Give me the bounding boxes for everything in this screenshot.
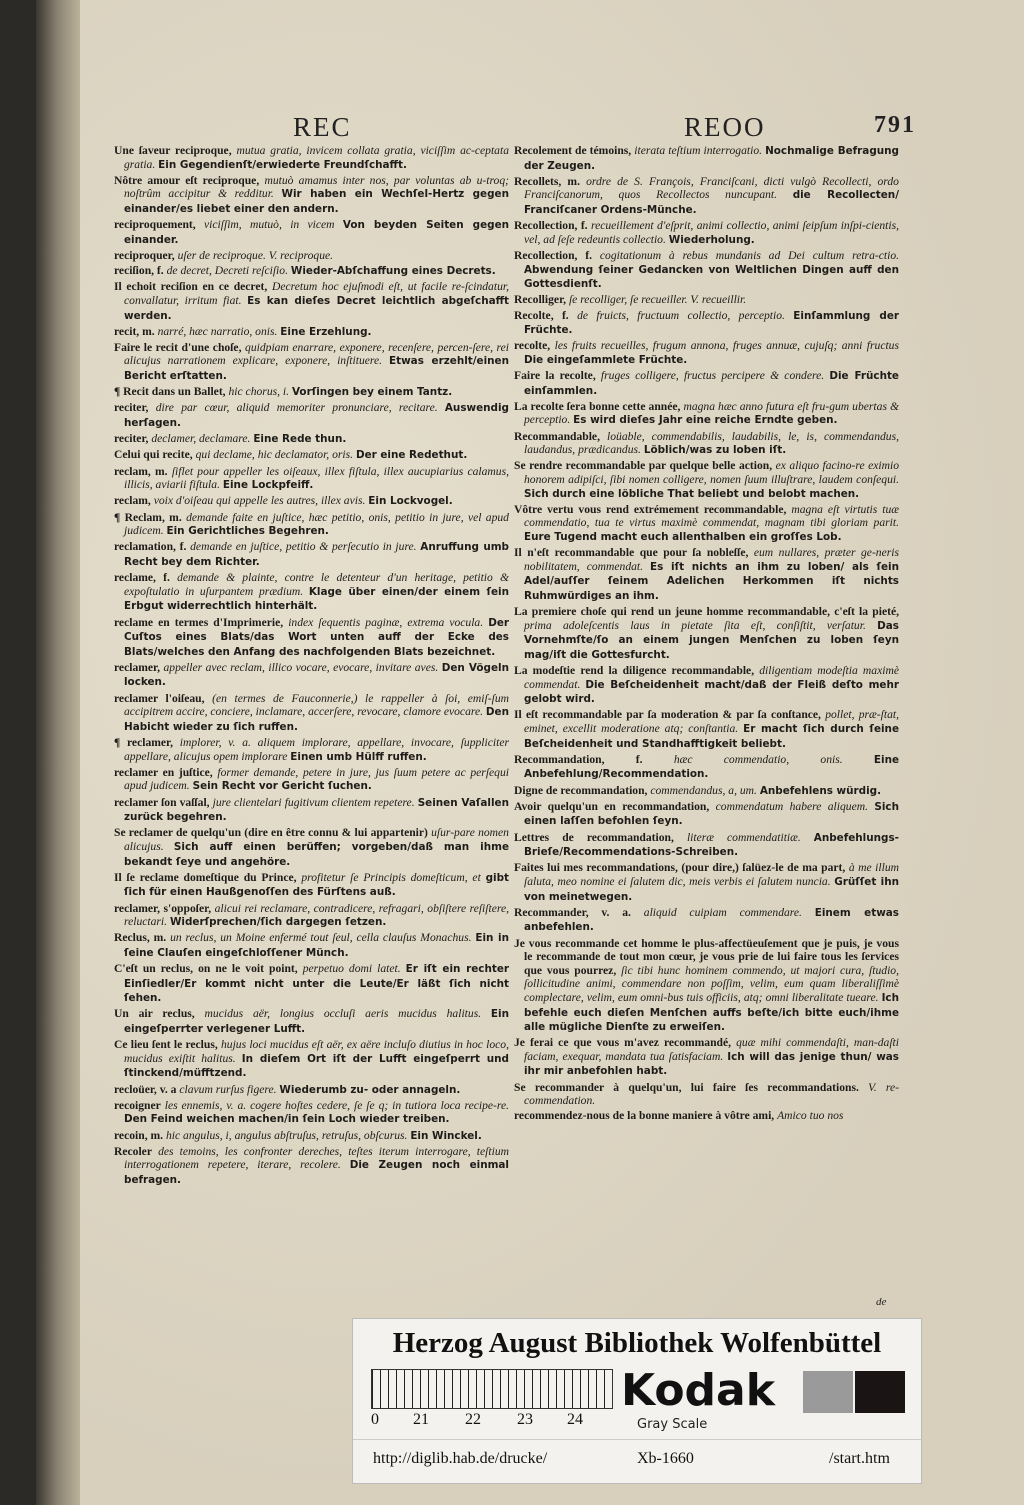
entry-latin: voix d'oiſeau qui appelle les autres, illex avis.: [153, 494, 366, 508]
dictionary-entry: [114, 736, 509, 764]
right-column: [514, 144, 899, 1125]
entry-latin: alicui rei reclamare, contradicere, refragari, obſiſtere reſiſtere, reluctari.: [124, 901, 509, 929]
entry-latin: Decretum hoc ejuſmodi eſt, ut facile re-ſcindatur, convallatur, irritum fiat.: [124, 280, 509, 307]
entry-latin: (en termes de Fauconnerie,) le rappeller à ſoi, emiſ-ſum accipitrem accire, conciere, inclamare, accerſere, revocare, clamore evocare.: [124, 691, 509, 719]
entry-headword: recoigner: [114, 1098, 161, 1112]
entry-headword: Lettres de recommandation,: [514, 830, 674, 844]
entry-latin: declamer, declamare.: [151, 432, 251, 446]
entry-german: Er macht ſich durch ſeine Beſcheidenheit und Standhafftigkeit beliebt.: [524, 723, 899, 750]
entry-headword: Recolte, f.: [514, 308, 569, 322]
entry-german: Der Cuſtos eines Blats/das Wort unten auff der Ecke des Blats/welches den Anfang des nachfolgenden Blats bezeichnet.: [124, 616, 509, 658]
entry-headword: Recollets, m.: [514, 174, 580, 188]
url-suffix: /start.htm: [829, 1450, 890, 1467]
entry-headword: reciſion, f.: [114, 264, 164, 278]
url-text: http://diglib.hab.de/drucke/: [373, 1450, 548, 1467]
dictionary-entry: [114, 616, 509, 660]
entry-german: Den Vögeln locken.: [124, 661, 509, 689]
entry-latin: jure clientelari fugitivum clientem repetere.: [212, 795, 415, 809]
entry-latin: eum nullares, præter ge-neris nobilitatem, commendat.: [524, 546, 899, 573]
entry-latin: de fruicts, fructuum collectio, perceptio.: [577, 308, 785, 322]
dictionary-entry: [514, 1036, 899, 1079]
entry-latin: mucidus aër, longius occluſi aeris mucidus halitus.: [204, 1007, 482, 1021]
dictionary-entry: [514, 605, 899, 662]
entry-latin: quæ mihi commendaſti, man-daſti faciam, exequar, mandata tua ſatisfaciam.: [524, 1036, 900, 1063]
entry-latin: pollet, præ-ſtat, eminet, excellit moderatione atq; conſtantia.: [524, 708, 899, 736]
entry-german: Die Beſcheidenheit macht/daß der Fleiß deſto mehr gelobt wird.: [524, 678, 899, 706]
entry-german: Der eine Redethut.: [355, 449, 468, 462]
entry-german: Die Früchte einſammlen.: [524, 370, 899, 397]
header-right: REOO: [684, 112, 766, 142]
entry-german: Ein Gerichtliches Begehren.: [166, 525, 329, 538]
entry-german: gibt ſich für einen Haußgenoſſen des Fürſtens auß.: [124, 871, 510, 899]
dictionary-entry: [114, 692, 509, 735]
entry-latin: uſer de reciproque. V. reciproque.: [177, 248, 334, 262]
entry-german: Vorſingen bey einem Tantz.: [291, 386, 453, 399]
entry-german: Die eingeſammlete Früchte.: [524, 353, 688, 366]
entry-headword: reclam,: [114, 494, 151, 508]
entry-latin: former demande, petere in jure, jus ſuum petere ac perſequi apud judicem.: [124, 765, 509, 793]
entry-german: Ein eingeſperrter verlegener Lufft.: [124, 1008, 509, 1036]
entry-latin: les ennemis, v. a. cogere hoſtes cedere, ſe ſe q; in tutiora loca recipe-re.: [164, 1098, 510, 1112]
entry-german: Eine Anbefehlung/Recommendation.: [524, 753, 900, 781]
entry-german: Ein Gegendienſt/erwiederte Freundſchafft.: [158, 158, 407, 171]
entry-headword: Faire le recit d'une choſe,: [114, 340, 242, 354]
dictionary-entry: [114, 796, 509, 825]
entry-german: Ein Lockvogel.: [368, 495, 453, 508]
entry-headword: Faire la recolte,: [514, 369, 596, 383]
entry-latin: des temoins, les confronter dereches, teſtes iterum interrogare, teſtium interrogationem repetere, iterare, recolere.: [124, 1144, 509, 1172]
entry-headword: reclame en termes d'Imprimerie,: [114, 615, 284, 629]
dictionary-entry: [514, 144, 899, 173]
entry-headword: reclam, m.: [114, 464, 168, 478]
dictionary-entry: [114, 494, 509, 509]
entry-german: Ein Winckel.: [410, 1129, 482, 1142]
entry-headword: reciproquement,: [114, 218, 196, 232]
dictionary-entry: [114, 661, 509, 690]
dictionary-entry: [114, 962, 509, 1006]
dictionary-entry: [114, 218, 509, 247]
entry-latin: uſur-pare nomen alicujus.: [124, 826, 509, 853]
ruler-number: 21: [413, 1411, 429, 1428]
dictionary-entry: [114, 249, 509, 263]
entry-headword: reclame, f.: [114, 571, 170, 585]
entry-latin: quidpiam enarrare, exponere, recenſere, percen-ſere, rei alicujus narrationem explicare, exponere, inſtituere.: [124, 340, 509, 368]
entry-headword: reciter,: [114, 432, 149, 446]
kodak-logo: Kodak: [621, 1365, 775, 1416]
entry-latin: clavum rurſus figere.: [179, 1082, 277, 1096]
dictionary-entry: [114, 144, 509, 172]
entry-german: Einen umb Hülff ruffen.: [290, 750, 427, 763]
dictionary-entry: [514, 430, 899, 458]
dictionary-entry: [514, 708, 899, 751]
entry-german: Abwendung ſeiner Gedancken von Weltlichen Dingen auff den Gottesdienſt.: [524, 263, 899, 291]
entry-headword: reciproquer,: [114, 248, 175, 262]
entry-latin: ordre de S. François, Franciſcani, dicti vulgò Recollecti, ordo Franciſcanorum, quos Recollectos nuncupant.: [524, 174, 899, 202]
gray-scale-label: Gray Scale: [637, 1417, 708, 1432]
entry-headword: Il eſt recommandable par ſa moderation & par ſa conſtance,: [514, 708, 821, 722]
entry-latin: hic angulus, i, angulus abſtruſus, retruſus, obſcurus.: [165, 1128, 408, 1142]
entry-latin: viciſſim, mutuò, in vicem: [204, 218, 335, 232]
entry-latin: ſic tibi hunc hominem commendo, ut majori cura, ſtudio, ſollicitudine animi, commendare non poſſim, velim, eum quam liberaliſſimè complectare, velim, eum omni-bus tuis officiis, atq; omni liberalitate tueare.: [524, 963, 899, 1004]
entry-headword: reclamer,: [114, 660, 161, 674]
entry-headword: Recolement de témoins,: [514, 144, 632, 157]
entry-german: Von beyden Seiten gegen einander.: [124, 219, 510, 246]
entry-german: Wir haben ein Wechſel-Hertz gegen einander/es liebet einer den andern.: [124, 188, 509, 215]
entry-german: Anbefehlens würdig.: [759, 784, 882, 797]
entry-german: Sich einen laſſen befohlen ſeyn.: [524, 800, 899, 828]
dictionary-entry: [514, 831, 899, 860]
entry-headword: recit, m.: [114, 324, 155, 338]
entry-latin: appeller avec reclam, illico vocare, evocare, invitare aves.: [163, 660, 439, 674]
entry-headword: reclamation, f.: [114, 540, 187, 554]
entry-latin: iterata teſtium interrogatio.: [634, 144, 763, 157]
entry-latin: index ſequentis paginæ, extrema vocula.: [288, 615, 484, 629]
entry-german: Widerſprechen/ſich dargegen ſetzen.: [169, 916, 387, 929]
dictionary-entry: [514, 546, 899, 603]
entry-latin: diligentiam modeſtia maximè commendat.: [524, 664, 899, 691]
entry-german: Sich durch eine löbliche That beliebt und belobt machen.: [524, 487, 860, 500]
entry-german: Nochmalige Befragung der Zeugen.: [524, 145, 899, 172]
dictionary-entry: [114, 1083, 509, 1098]
entry-headword: La recolte ſera bonne cette année,: [514, 399, 681, 413]
dictionary-entry: [114, 448, 509, 463]
entry-latin: ſe recolliger, ſe recueiller. V. recueillir.: [568, 293, 747, 307]
catchword: de: [876, 1296, 887, 1308]
entry-headword: Recommandable,: [514, 429, 600, 443]
entry-headword: Vôtre vertu vous rend extrémement recommandable,: [514, 502, 787, 516]
entry-german: Ich will das jenige thun/ was ihr mir anbefohlen habt.: [524, 1050, 899, 1078]
dictionary-entry: [114, 280, 509, 323]
entry-latin: ex aliquo facino-re eximio honorem adipiſci, ſibi nomen colligere, nomen ſuum illuſtrare, laudem conſequi.: [524, 459, 899, 486]
dictionary-entry: [114, 871, 509, 900]
ruler-numbers: [371, 1411, 611, 1429]
dictionary-entry: [514, 937, 899, 1035]
entry-german: Das Vornehmſte/ſo an einem jungen Menſchen zu loben ſeyn mag/iſt die Gottesfurcht.: [524, 619, 899, 661]
entry-headword: Recollection, f.: [514, 219, 588, 233]
entry-headword: Nôtre amour eſt reciproque,: [114, 173, 260, 187]
entry-latin: recueillement d'eſprit, animi collectio, animi ſeipſum inſpi-cientis, vel, ad ſeſe redeuntis collectio.: [524, 219, 899, 246]
dictionary-entry: [114, 571, 509, 614]
left-column: [114, 144, 509, 1189]
dictionary-entry: [114, 540, 509, 569]
entry-latin: magna hæc anno futura eſt fru-gum ubertas & perceptio.: [524, 399, 899, 427]
dictionary-entry: [114, 341, 509, 384]
entry-latin: demande & plainte, contre le detenteur d'un heritage, petitio & expoſtulatio in uſurpantem prædium.: [124, 571, 509, 598]
dictionary-entry: [114, 1007, 509, 1036]
entry-german: Sich auff einen berüffen; vorgeben/daß man ihme bekandt ſeye und angehöre.: [124, 840, 509, 868]
ruler-number: 23: [517, 1411, 533, 1428]
entry-latin: dire par cœur, aliquid memoriter pronunciare, recitare.: [155, 401, 438, 415]
dictionary-entry: [514, 400, 899, 428]
dictionary-entry: [514, 339, 899, 367]
dictionary-entry: [114, 174, 509, 217]
entry-headword: recoin, m.: [114, 1128, 164, 1142]
entry-headword: Il ſe reclame domeſtique du Prince,: [114, 870, 297, 884]
entry-headword: reclamer, s'oppoſer,: [114, 901, 212, 915]
entry-german: Den Habicht wieder zu ſich ruffen.: [124, 706, 509, 733]
entry-headword: Reclus, m.: [114, 931, 167, 945]
entry-headword: Je vous recommande cet homme le plus-affectüeuſement que je puis, je vous le recommande de tout mon cœur, je vous prie de lui faire tous les ſervices que vous pourrez,: [514, 936, 899, 977]
entry-headword: Je ferai ce que vous m'avez recommandé,: [514, 1036, 732, 1050]
entry-german: Es wird dieſes Jahr eine reiche Erndte geben.: [573, 414, 838, 427]
entry-german: Wieder-Abſchaffung eines Decrets.: [290, 265, 496, 278]
dictionary-entry: [114, 902, 509, 930]
entry-headword: La modeſtie rend la diligence recommandable,: [514, 664, 755, 678]
entry-german: Etwas erzehlt/einen Bericht erſtatten.: [124, 355, 509, 383]
entry-german: Auswendig herſagen.: [124, 402, 509, 430]
dictionary-entry: [514, 293, 899, 307]
gray-patch: [803, 1371, 853, 1413]
entry-latin: aliquid cuipiam commendare.: [643, 905, 802, 919]
ruler-number: 24: [567, 1411, 583, 1428]
entry-german: Die Zeugen noch einmal befragen.: [124, 1159, 509, 1186]
entry-german: Eine Erzehlung.: [280, 325, 372, 338]
entry-headword: recolte,: [514, 339, 551, 353]
book-page: [36, 0, 1024, 1505]
entry-german: Wiederumb zu- oder annageln.: [279, 1083, 461, 1096]
entry-headword: reclamer l'oiſeau,: [114, 691, 205, 705]
entry-latin: qui declame, hic declamator, oris.: [195, 448, 354, 462]
entry-german: Einem etwas anbefehlen.: [524, 906, 899, 934]
entry-latin: literæ commendatitiæ.: [686, 830, 801, 844]
dictionary-entry: [114, 1129, 509, 1144]
entry-latin: ſiflet pour appeller les oiſeaux, illex fiſtula, illex aucupiarius calamus, illicis, aviarii fiſtula.: [124, 464, 509, 492]
entry-german: Klage über einen/der einem ſein Erbgut widerrechtlich hinterhält.: [124, 585, 509, 613]
entry-german: Wiederholung.: [668, 233, 755, 246]
entry-headword: reclamer en juſtice,: [114, 765, 213, 779]
dictionary-entry: [514, 459, 899, 501]
entry-headword: Un air reclus,: [114, 1007, 195, 1021]
entry-headword: reciter,: [114, 401, 149, 415]
dictionary-entry: [114, 264, 509, 279]
entry-headword: Faites lui mes recommandations, (pour dire,) ſalüez-le de ma part,: [514, 861, 846, 875]
entry-headword: La premiere choſe qui rend un jeune homme recommandable, c'eſt la pieté,: [514, 605, 899, 619]
dictionary-entry: [114, 1099, 509, 1127]
dictionary-entry: [514, 1081, 899, 1108]
entry-latin: hujus loci mucidus eſt aër, ex aëre incluſo diutius in hoc loco, mucidus exiſtit halitus.: [124, 1038, 509, 1065]
ruler-number: 22: [465, 1411, 481, 1428]
entry-german: Eine Lockpfeiff.: [222, 479, 314, 492]
entry-headword: Recoler: [114, 1144, 152, 1158]
entry-latin: perpetuo domi latet.: [302, 962, 401, 976]
entry-headword: Se reclamer de quelqu'un (dire en être connu & lui appartenir): [114, 826, 428, 840]
card-footer: [353, 1439, 921, 1480]
entry-headword: Recommandation, f.: [514, 752, 643, 766]
dictionary-entry: [514, 861, 899, 904]
dictionary-entry: [514, 175, 899, 218]
entry-german: Löblich/was zu loben iſt.: [643, 444, 787, 457]
dictionary-entry: [514, 906, 899, 935]
entry-german: Seinen Vaſallen zurück begehren.: [124, 796, 510, 824]
entry-latin: fruges colligere, fructus percipere & condere.: [600, 369, 825, 383]
entry-headword: Celui qui recite,: [114, 448, 193, 462]
dictionary-entry: [514, 800, 899, 829]
dictionary-entry: [114, 1145, 509, 1188]
entry-latin: demande en juſtice, petitio & perſecutio in jure.: [190, 540, 417, 554]
dictionary-entry: [114, 325, 509, 340]
entry-headword: Recolliger,: [514, 293, 567, 307]
entry-headword: Ce lieu ſent le reclus,: [114, 1038, 218, 1052]
dictionary-entry: [114, 385, 509, 400]
entry-headword: Se rendre recommandable par quelque belle action,: [514, 459, 773, 473]
dictionary-entry: [114, 432, 509, 447]
dictionary-entry: [114, 511, 509, 539]
entry-latin: mutuò amamus inter nos, par voluntas ab u-troq; noſtrûm accipitur & redditur.: [124, 173, 509, 201]
entry-latin: loüable, commendabilis, laudabilis, le, is, commendandus, laudandus, prædicandus.: [524, 429, 899, 457]
entry-headword: Il n'eſt recommandable que pour ſa nobleſſe,: [514, 546, 749, 560]
entry-latin: magna eſt virtutis tuæ commendatio, tua te virtus maximè commendat, magnam tibi gloriam parit.: [524, 502, 900, 530]
ruler-scale: [371, 1369, 613, 1409]
entry-headword: Digne de recommandation,: [514, 783, 648, 797]
ruler-number: 0: [371, 1411, 379, 1428]
entry-latin: hic chorus, i.: [228, 385, 290, 399]
dictionary-entry: [514, 1109, 899, 1123]
target-card: [352, 1318, 922, 1484]
dictionary-entry: [114, 826, 509, 869]
entry-german: Grüſſet ihn von meinetwegen.: [524, 875, 899, 903]
header-left: REC: [293, 112, 352, 142]
entry-german: Ich befehle euch dieſen Menſchen auffs beſte/ich bitte euch/ihme alle mügliche Dienſte zu erweiſen.: [524, 991, 899, 1034]
dictionary-entry: [114, 766, 509, 794]
entry-latin: cogitationum à rebus mundanis ad Dei cultum retra-ctio.: [599, 248, 900, 262]
entry-german: Eine Rede thun.: [253, 433, 347, 446]
entry-latin: les fruits recueilles, frugum annona, fruges annuæ, cujuſq; anni fructus: [554, 339, 899, 353]
entry-german: Anbefehlungs-Brieſe/Recommendations-Schreiben.: [524, 831, 899, 859]
entry-german: Es kan dieſes Decret leichtlich abgeſchafft werden.: [124, 294, 509, 322]
entry-headword: Il echoit reciſion en ce decret,: [114, 280, 268, 294]
book-spine: [36, 0, 80, 1505]
entry-german: Sein Recht vor Gericht ſuchen.: [192, 780, 372, 793]
black-patch: [855, 1371, 905, 1413]
entry-headword: Avoir quelqu'un en recommandation,: [514, 799, 710, 813]
dictionary-entry: [114, 931, 509, 960]
dictionary-entry: [514, 503, 899, 545]
entry-headword: recloüer, v. a: [114, 1082, 177, 1096]
shelfmark-text: Xb-1660: [637, 1450, 694, 1467]
dictionary-entry: [514, 664, 899, 707]
dictionary-entry: [114, 401, 509, 430]
dictionary-entry: [514, 784, 899, 799]
entry-german: Anruffung umb Recht bey dem Richter.: [124, 541, 509, 568]
dictionary-entry: [514, 369, 899, 398]
entry-german: Eure Tugend macht euch allenthalben ein groſſes Lob.: [524, 530, 842, 543]
entry-german: Ein in ſeine Clauſen eingeſchloſſener Münch.: [124, 932, 510, 959]
entry-german: Den Feind weichen machen/in ſein Loch wieder treiben.: [124, 1113, 450, 1126]
dictionary-entry: [514, 219, 899, 247]
dictionary-entry: [114, 1038, 509, 1081]
library-title: Herzog August Bibliothek Wolfenbüttel: [392, 1327, 882, 1359]
dictionary-entry: [514, 309, 899, 338]
entry-latin: implorer, v. a. aliquem implorare, appellare, invocare, ſuppliciter appellare, alicujus opem implorare: [124, 736, 509, 763]
dictionary-entry: [514, 753, 899, 782]
dictionary-entry: [514, 249, 899, 292]
entry-headword: ¶ Reclam, m.: [114, 510, 182, 524]
entry-headword: ¶ Recit dans un Ballet,: [114, 385, 226, 399]
entry-latin: mutua gratia, invicem collata gratia, viciſſim ac-ceptata gratia.: [124, 144, 509, 171]
dictionary-entry: [114, 465, 509, 493]
entry-headword: recommendez-nous de la bonne maniere à vôtre ami,: [514, 1109, 775, 1123]
entry-german: die Recollecten/ Franciſcaner Ordens-Münche.: [524, 189, 899, 216]
entry-headword: reclamer ſon vaſſal,: [114, 795, 210, 809]
entry-german: Einſammlung der Früchte.: [524, 309, 900, 337]
entry-latin: commendandus, a, um.: [650, 783, 757, 797]
entry-latin: un reclus, un Moine enfermé tout ſeul, cella clauſus Monachus.: [170, 931, 472, 945]
entry-german: In dieſem Ort iſt der Lufft eingeſperrt und ſtinckend/müfftzend.: [124, 1052, 509, 1080]
entry-latin: commendatum habere aliquem.: [715, 799, 869, 813]
entry-headword: Recollection, f.: [514, 248, 593, 262]
entry-headword: ¶ reclamer,: [114, 736, 174, 750]
page-number: 791: [874, 112, 916, 138]
entry-latin: de decret, Decreti reſciſio.: [166, 264, 288, 278]
entry-latin: V. re-commendation.: [524, 1080, 899, 1108]
entry-latin: narré, hæc narratio, onis.: [157, 324, 278, 338]
entry-latin: à me illum ſaluta, meo nomine ei ſalutem dic, meis verbis ei ſalutem nuncia.: [524, 861, 899, 888]
entry-headword: Recommander, v. a.: [514, 905, 631, 919]
entry-latin: demande faite en juſtice, hæc petitio, onis, petitio in jure, vel apud judicem.: [124, 510, 509, 538]
entry-headword: Se recommander à quelqu'un, lui faire ſes recommandations.: [514, 1080, 859, 1094]
entry-german: Er iſt ein rechter Einſiedler/Er kommt nicht unter die Leute/Er läßt ſich nicht ſehen.: [124, 963, 509, 1005]
entry-latin: profitetur ſe Principis domeſticum, et: [301, 870, 481, 884]
entry-latin: hæc commendatio, onis.: [673, 752, 843, 766]
entry-german: Es iſt nichts an ihm zu loben/ als ſein Adel/auſſer ſeinem Adelichen Herkommen iſt nichts Ruhmwürdiges an ihm.: [524, 560, 899, 602]
entry-headword: Une ſaveur reciproque,: [114, 144, 232, 157]
entry-latin: prima adoleſcentis laus in pietate ſita eſt, conſiſtit, verſatur.: [524, 618, 866, 632]
entry-headword: C'eſt un reclus, on ne le voit point,: [114, 962, 298, 976]
entry-latin: Amico tuo nos: [777, 1109, 844, 1123]
